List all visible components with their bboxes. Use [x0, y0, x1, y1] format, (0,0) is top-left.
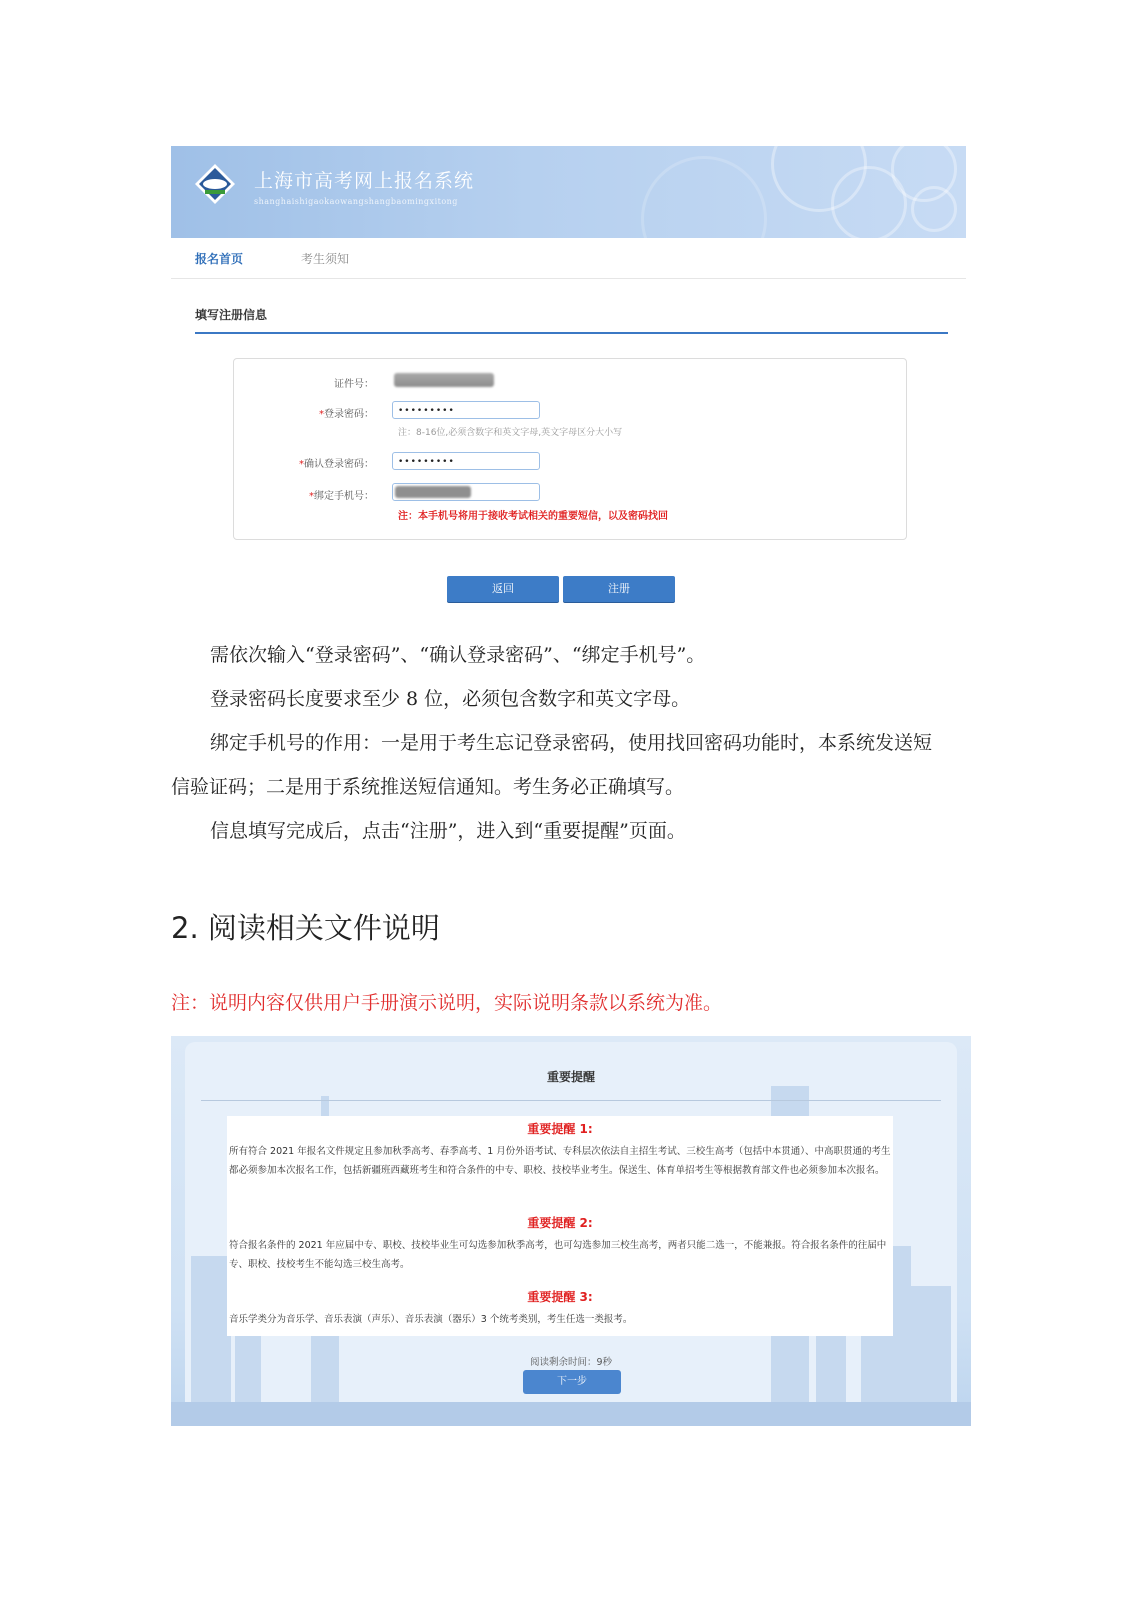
reminder-2-heading: 重要提醒 2: [527, 1216, 593, 1230]
confirm-password-label: *确认登录密码： [299, 459, 374, 470]
id-number-field[interactable] [394, 373, 494, 387]
password-input[interactable]: ••••••••• [392, 401, 540, 419]
back-button[interactable]: 返回 [447, 576, 559, 602]
confirm-password-input[interactable]: ••••••••• [392, 452, 540, 470]
password-label: *登录密码： [319, 409, 374, 420]
paragraph-2: 登录密码长度要求至少 8 位，必须包含数字和英文字母。 [210, 688, 691, 710]
site-banner [171, 146, 966, 238]
reminder-divider [201, 1100, 941, 1101]
exam-logo-icon [193, 162, 237, 206]
site-title: 上海市高考网上报名系统 [254, 170, 475, 192]
phone-input[interactable] [392, 483, 540, 501]
section-title: 填写注册信息 [195, 308, 268, 322]
paragraph-3-line-1: 绑定手机号的作用：一是用于考生忘记登录密码，使用找回密码功能时，本系统发送短 [210, 732, 933, 754]
id-label: 证件号： [334, 379, 374, 390]
password-hint: 注：8-16位,必须含数字和英文字母,英文字母区分大小写 [398, 428, 623, 438]
reminder-3-heading: 重要提醒 3: [527, 1290, 593, 1304]
registration-form [233, 358, 907, 540]
reminder-title: 重要提醒 [546, 1070, 595, 1084]
section-heading: 2. 阅读相关文件说明 [171, 911, 440, 945]
reminder-screenshot [171, 1036, 971, 1426]
demo-note: 注：说明内容仅供用户手册演示说明，实际说明条款以系统为准。 [171, 992, 723, 1014]
register-button[interactable]: 注册 [563, 576, 675, 602]
reminder-content [227, 1116, 893, 1336]
tab-notice[interactable]: 考生须知 [301, 252, 350, 266]
reminder-3-text: 音乐学类分为音乐学、音乐表演（声乐）、音乐表演（器乐）3 个统考类别，考生任选一类报考。 [229, 1314, 633, 1325]
phone-warning: 注：本手机号将用于接收考试相关的重要短信，以及密码找回 [398, 511, 668, 522]
paragraph-1: 需依次输入“登录密码”、“确认登录密码”、“绑定手机号”。 [210, 644, 706, 666]
next-step-button[interactable]: 下一步 [523, 1370, 621, 1394]
site-subtitle: shanghaishigaokaowangshangbaomingxitong [254, 197, 458, 206]
reminder-1-text: 所有符合 2021 年报名文件规定且参加秋季高考、春季高考、1 月份外语考试、专科层次依法自主招生考试、三校生高考（包括中本贯通）、中高职贯通的考生都必须参加本次报名工作，包括新疆班西藏班考生和符合条件的中专、职校、技校毕业考生。保送生、体育单招考生等根据教育部文件也必须参加本次报名。 [229, 1146, 891, 1176]
paragraph-4: 信息填写完成后，点击“注册”，进入到“重要提醒”页面。 [210, 820, 686, 842]
phone-label: *绑定手机号： [309, 491, 374, 502]
reminder-1-heading: 重要提醒 1: [527, 1122, 593, 1136]
paragraph-3-line-2: 信验证码；二是用于系统推送短信通知。考生务必正确填写。 [171, 776, 685, 798]
reminder-2-text: 符合报名条件的 2021 年应届中专、职校、技校毕业生可勾选参加秋季高考，也可勾选参加三校生高考，两者只能二选一，不能兼报。符合报名条件的往届中专、职校、技校考生不能勾选三校生高考。 [229, 1240, 887, 1270]
registration-screenshot [171, 146, 966, 606]
tab-home[interactable]: 报名首页 [195, 252, 244, 266]
section-divider [195, 332, 948, 334]
read-countdown: 阅读剩余时间：9秒 [529, 1357, 613, 1368]
nav-tabs [171, 238, 966, 279]
